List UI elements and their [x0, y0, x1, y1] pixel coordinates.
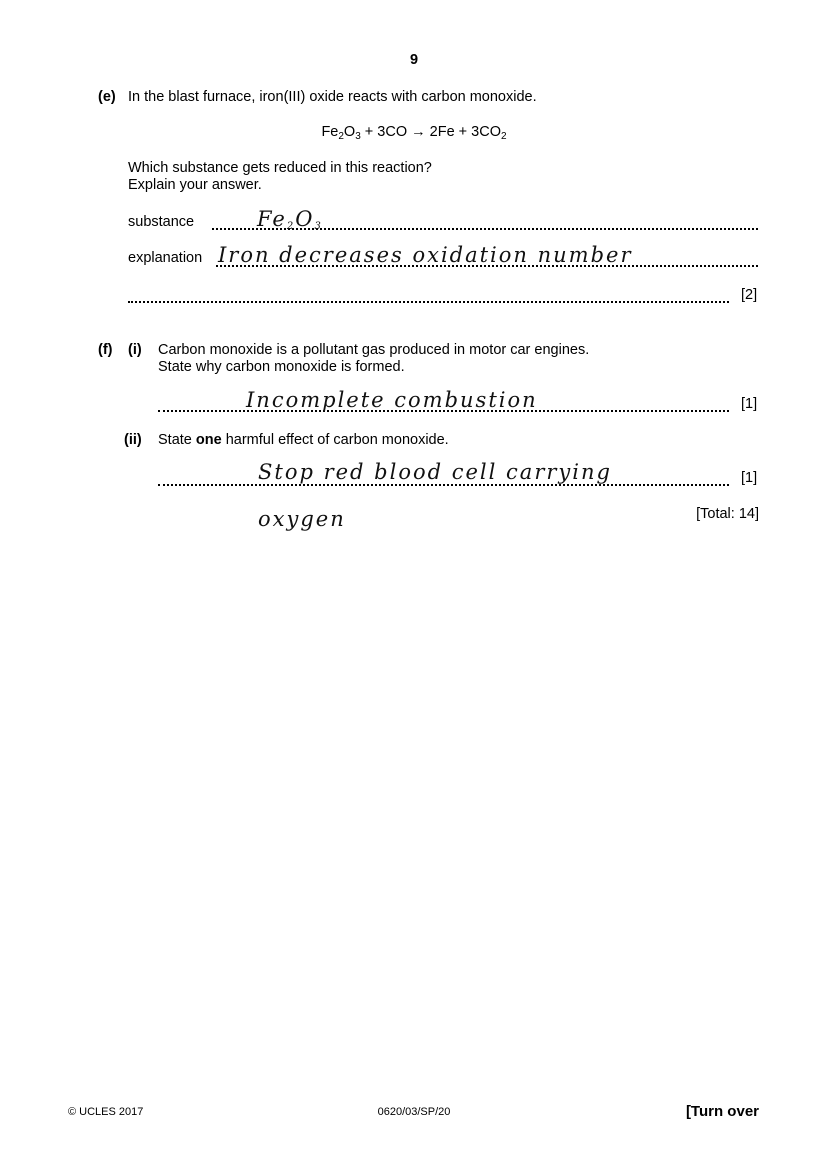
- substance-answer: $Fe_2O_3$: [257, 207, 323, 232]
- part-f-ii-answer-line-2: oxygen: [258, 507, 346, 531]
- footer-copyright: © UCLES 2017: [68, 1106, 144, 1118]
- part-f-ii-answer-line-1: Stop red blood cell carrying: [258, 460, 612, 484]
- part-f-i-label: (i): [128, 342, 142, 358]
- explanation-answer-line-2[interactable]: [128, 301, 729, 303]
- part-f-i-line-1: Carbon monoxide is a pollutant gas produced in motor car engines.: [158, 342, 590, 358]
- part-e-intro: In the blast furnace, iron(III) oxide reacts with carbon monoxide.: [128, 89, 537, 105]
- marks-e: [2]: [741, 287, 758, 303]
- part-f-label: (f): [98, 342, 113, 358]
- footer-paper-code: 0620/03/SP/20: [377, 1106, 451, 1118]
- marks-f-ii: [1]: [741, 470, 758, 486]
- reaction-equation: $Fe_2O_3 + 3CO \to 2Fe + 3CO_2$: [321, 124, 507, 142]
- explanation-label: explanation: [128, 250, 203, 266]
- explanation-answer: Iron decreases oxidation number: [218, 243, 633, 267]
- total-marks: [Total: 14]: [696, 506, 759, 522]
- part-f-ii-question: State one harmful effect of carbon monoxide.: [158, 432, 449, 448]
- substance-label: substance: [128, 214, 195, 230]
- page-number: 9: [409, 52, 419, 68]
- footer-turn-over: [Turn over: [685, 1103, 759, 1120]
- part-f-ii-answer-line[interactable]: [158, 484, 729, 486]
- part-f-ii-label: (ii): [124, 432, 142, 448]
- question-line-1: Which substance gets reduced in this reaction?: [128, 160, 432, 176]
- part-f-i-line-2: State why carbon monoxide is formed.: [158, 359, 405, 375]
- question-line-2: Explain your answer.: [128, 177, 262, 193]
- part-e-label: (e): [98, 89, 116, 105]
- part-f-i-answer: Incomplete combustion: [246, 388, 538, 412]
- arrow-symbol: →: [411, 124, 426, 140]
- marks-f-i: [1]: [741, 396, 758, 412]
